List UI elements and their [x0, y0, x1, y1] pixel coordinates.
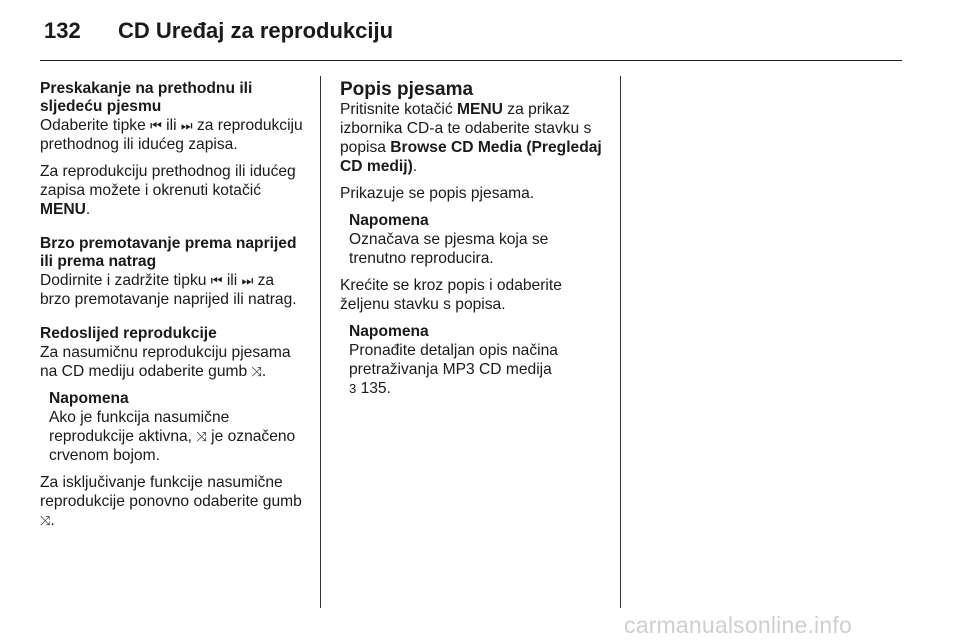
prev-track-icon: ⏮ — [150, 118, 162, 133]
mp3-search-note — [340, 322, 604, 398]
ff-text-part: ili — [226, 272, 238, 289]
note-title: Napomena — [49, 390, 129, 407]
intro-part: za prikaz izbornika CD-a te odaberite stavku s popisa — [340, 101, 592, 156]
skip-text-part: za reprodukciju prethodnog ili idućeg zapisa. — [40, 117, 303, 153]
shuffle-icon: ⤨ — [196, 429, 207, 444]
ff-text-part: za brzo premotavanje naprijed ili natrag. — [40, 272, 297, 308]
middle-column — [340, 80, 604, 398]
skip-text-part: Odaberite tipke — [40, 117, 146, 134]
column-divider-right — [620, 76, 621, 608]
skip-text-part: ili — [166, 117, 177, 134]
track-list-intro — [340, 100, 604, 176]
punct: . — [85, 201, 91, 218]
skip-track-heading: Preskakanje na prethodnu ili sljedeću pjesmu — [40, 80, 253, 115]
page-header — [44, 14, 902, 50]
page-reference-arrow-icon: 3 — [349, 381, 357, 396]
left-column — [40, 80, 308, 530]
shuffle-note — [40, 389, 308, 465]
shuffle-icon: ⤨ — [251, 364, 262, 379]
note-text — [49, 408, 308, 465]
page-reference[interactable]: 135. — [360, 380, 391, 397]
page-title: CD Uređaj za reprodukciju — [118, 18, 394, 43]
skip-track-menu-text — [40, 162, 308, 219]
note-text-part: Ako je funkcija nasumične reprodukcije aktivna, — [49, 409, 230, 445]
note-text-part: je označeno crvenom bojom. — [49, 428, 296, 464]
track-list-heading: Popis pjesama — [340, 79, 474, 100]
ff-text-part: Dodirnite i zadržite tipku — [40, 272, 207, 289]
header-rule — [40, 60, 902, 61]
punct: . — [412, 158, 418, 175]
note-text-part: Pronađite detaljan opis načina pretraživanja MP3 CD medija — [349, 342, 558, 378]
shuffle-icon: ⤨ — [40, 513, 51, 528]
intro-part: Pritisnite kotačić — [340, 101, 453, 118]
prev-track-icon: ⏮ — [210, 273, 223, 288]
next-track-icon: ⏭ — [180, 118, 193, 133]
shuffle-text-part: Za nasumičnu reprodukciju pjesama na CD mediju odaberite gumb — [40, 344, 291, 380]
page-number: 132 — [44, 18, 81, 43]
note-title: Napomena — [349, 323, 429, 340]
next-track-icon: ⏭ — [241, 273, 254, 288]
note-text — [349, 341, 604, 398]
note-text: Označava se pjesma koja se trenutno reproducira. — [349, 231, 549, 267]
shuffle-off-text — [40, 473, 308, 530]
note-title: Napomena — [349, 212, 429, 229]
skip-track-text — [40, 116, 308, 154]
watermark: carmanualsonline.info — [624, 612, 852, 638]
fast-forward-text — [40, 271, 308, 309]
shuffle-off-part: Za isključivanje funkcije nasumične reprodukcije ponovno odaberite gumb — [40, 474, 302, 510]
play-order-heading: Redoslijed reprodukcije — [40, 325, 217, 342]
skip-menu-text-part: Za reprodukciju prethodnog ili idućeg zapisa možete i okrenuti kotačić — [40, 163, 296, 199]
fast-forward-heading: Brzo premotavanje prema naprijed ili prema natrag — [40, 235, 297, 270]
menu-keyword: MENU — [457, 101, 503, 118]
column-divider-left — [320, 76, 321, 608]
browse-cd-media-label: Browse CD Media (Pregledaj CD medij) — [340, 139, 602, 175]
shuffle-text — [40, 343, 308, 381]
menu-keyword: MENU — [40, 201, 86, 218]
track-list-shown-text: Prikazuje se popis pjesama. — [340, 185, 535, 202]
punct: . — [50, 512, 55, 529]
punct: . — [261, 363, 267, 380]
navigate-list-text: Krećite se kroz popis i odaberite željenu stavku s popisa. — [340, 277, 562, 313]
current-track-note — [340, 211, 604, 268]
